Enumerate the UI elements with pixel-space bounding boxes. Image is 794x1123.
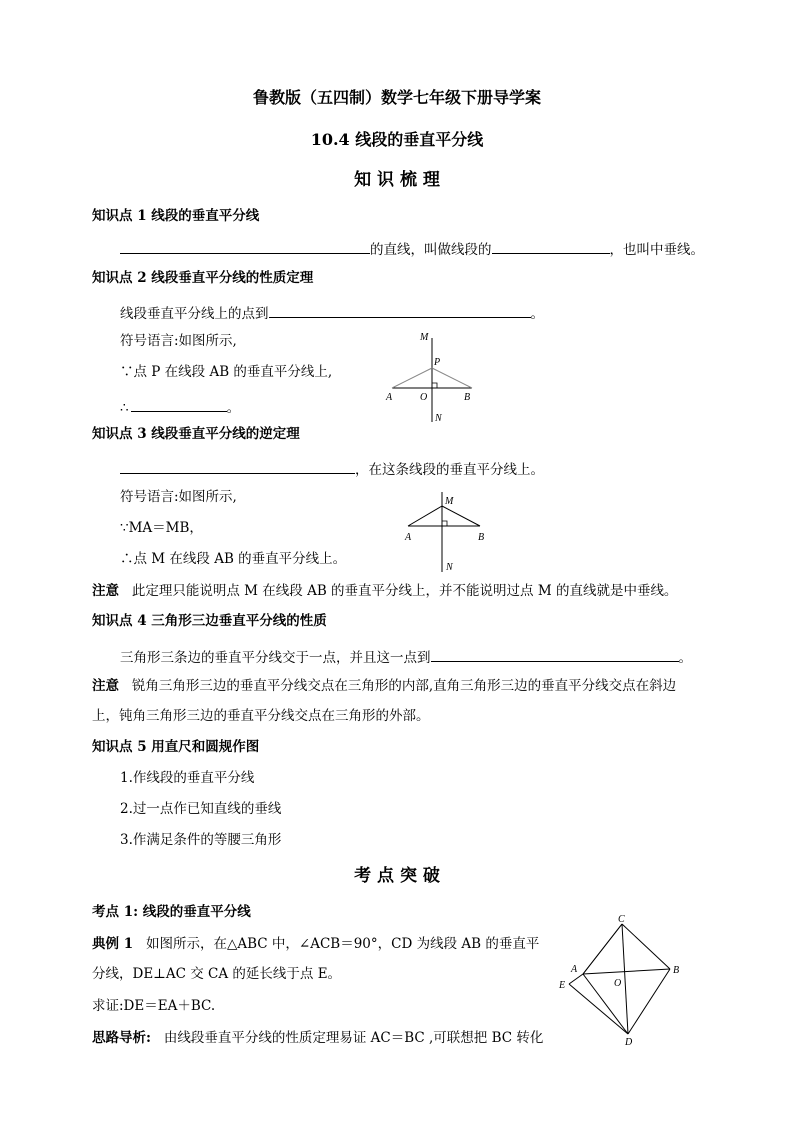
part1-title: 知 识 梳 理 [354,170,440,190]
kp3-label-n: N [446,562,453,573]
kp4-heading: 知识点 4 三角形三边垂直平分线的性质 [92,613,327,629]
kp2-blank-2[interactable] [131,398,227,412]
kp1-blank-2[interactable] [492,240,610,254]
kp3-segment-mb [442,506,480,526]
kp3-label-a: A [405,532,412,543]
fig-segment-cd [622,924,628,1034]
fig-segment-de [569,984,628,1034]
fig-segment-cb [622,924,670,969]
kp2-label-m: M [420,332,429,343]
kp4-line1-text: 三角形三条边的垂直平分线交于一点，并且这一点到 [120,650,431,666]
note2-text2: 上，钝角三角形三边的垂直平分线交点在三角形的外部。 [92,708,430,724]
kp1-end-text: ，也叫中垂线。 [609,242,704,258]
kp3-blank-1[interactable] [120,460,355,474]
kp3-label-m: M [445,496,454,507]
fig-label-a: A [571,964,578,975]
fig-label-e: E [559,980,566,991]
example-text1: 如图所示，在△ABC 中，∠ACB＝90°，CD 为线段 AB 的垂直平 [145,936,540,952]
example-prove: 求证:DE＝EA＋BC. [92,998,216,1014]
kp3-symbol: 符号语言:如图所示, [120,489,237,505]
fig-segment-ad [583,974,628,1034]
note2-label: 注意 [92,678,119,694]
kp2-therefore-end: 。 [226,400,241,416]
section-title: 10.4 线段的垂直平分线 [310,130,484,149]
example-figure [555,912,690,1047]
kp1-heading: 知识点 1 线段的垂直平分线 [92,208,260,224]
kp2-segment-pa [392,368,432,388]
example-line1 [92,938,539,952]
kp2-line1-text: 线段垂直平分线上的点到 [120,306,269,322]
hint-label: 思路导析: [92,1030,151,1046]
fig-segment-bd [628,969,670,1034]
kp3-figure [400,488,500,578]
doc-title: 鲁教版（五四制）数学七年级下册导学案 [252,88,541,107]
kp2-right-angle [432,383,437,388]
kp3-because: ∵MA＝MB， [120,520,203,536]
kp4-blank-1[interactable] [431,648,679,662]
kp2-segment-pb [432,368,472,388]
hint-text: 由线段垂直平分线的性质定理易证 AC＝BC ,可联想把 BC 转化 [163,1030,544,1046]
kp3-therefore: ∴点 M 在线段 AB 的垂直平分线上。 [120,551,347,567]
kp2-label-a: A [386,392,393,403]
fig-segment-ca-2 [583,924,622,974]
kp3-line1-end: ，在这条线段的垂直平分线上。 [355,462,544,478]
fig-label-c: C [618,914,625,925]
kp1-blank-1[interactable] [120,240,370,254]
part2-title: 考 点 突 破 [354,866,440,886]
kp4-line1 [120,648,692,666]
kp1-mid-text: 的直线，叫做线段的 [370,242,492,258]
kp3-heading: 知识点 3 线段垂直平分线的逆定理 [92,426,300,442]
kp5-item-1: 1.作线段的垂直平分线 [120,770,255,786]
kp3-label-b: B [478,532,485,543]
kp5-item-3: 3.作满足条件的等腰三角形 [120,832,282,848]
kp2-therefore [120,398,240,416]
note1-text: 此定理只能说明点 M 在线段 AB 的垂直平分线上，并不能说明过点 M 的直线就是中垂线。 [131,583,678,599]
kp2-because: ∵点 P 在线段 AB 的垂直平分线上, [120,364,333,380]
note2-text1: 锐角三角形三边的垂直平分线交点在三角形的内部,直角三角形三边的垂直平分线交点在斜边 [131,678,677,694]
kp2-label-p: P [434,357,441,368]
hint-line [92,1032,543,1046]
kp2-figure [380,328,480,428]
kp2-label-o: O [420,392,428,403]
note1 [92,585,677,599]
kp5-heading: 知识点 5 用直尺和圆规作图 [92,739,260,755]
kp2-label-n: N [435,413,442,424]
kp4-line1-end: 。 [678,650,692,666]
kp2-blank-1[interactable] [269,304,531,318]
example-text2: 分线，DE⊥AC 交 CA 的延长线于点 E。 [92,966,342,982]
fig-extension-ae [569,974,583,984]
kp3-line1 [120,460,544,478]
kp2-therefore-sign: ∴ [120,400,129,416]
fig-label-o: O [614,978,622,989]
fig-label-b: B [673,965,680,976]
fig-segment-ab [583,969,670,974]
note2-line1 [92,680,676,694]
kp2-symbol: 符号语言:如图所示, [120,333,237,349]
kp3-right-angle [442,521,447,526]
example-label: 典例 1 [92,936,134,952]
note1-label: 注意 [92,583,119,599]
kp2-label-b: B [464,392,471,403]
kp2-heading: 知识点 2 线段垂直平分线的性质定理 [92,270,314,286]
kp2-line1 [120,304,544,322]
kp5-item-2: 2.过一点作已知直线的垂线 [120,801,282,817]
exam-heading: 考点 1: 线段的垂直平分线 [92,904,251,920]
kp1-line [120,240,704,258]
kp3-segment-ma [408,506,442,526]
kp2-line1-end: 。 [530,306,544,322]
fig-label-d: D [625,1037,633,1047]
